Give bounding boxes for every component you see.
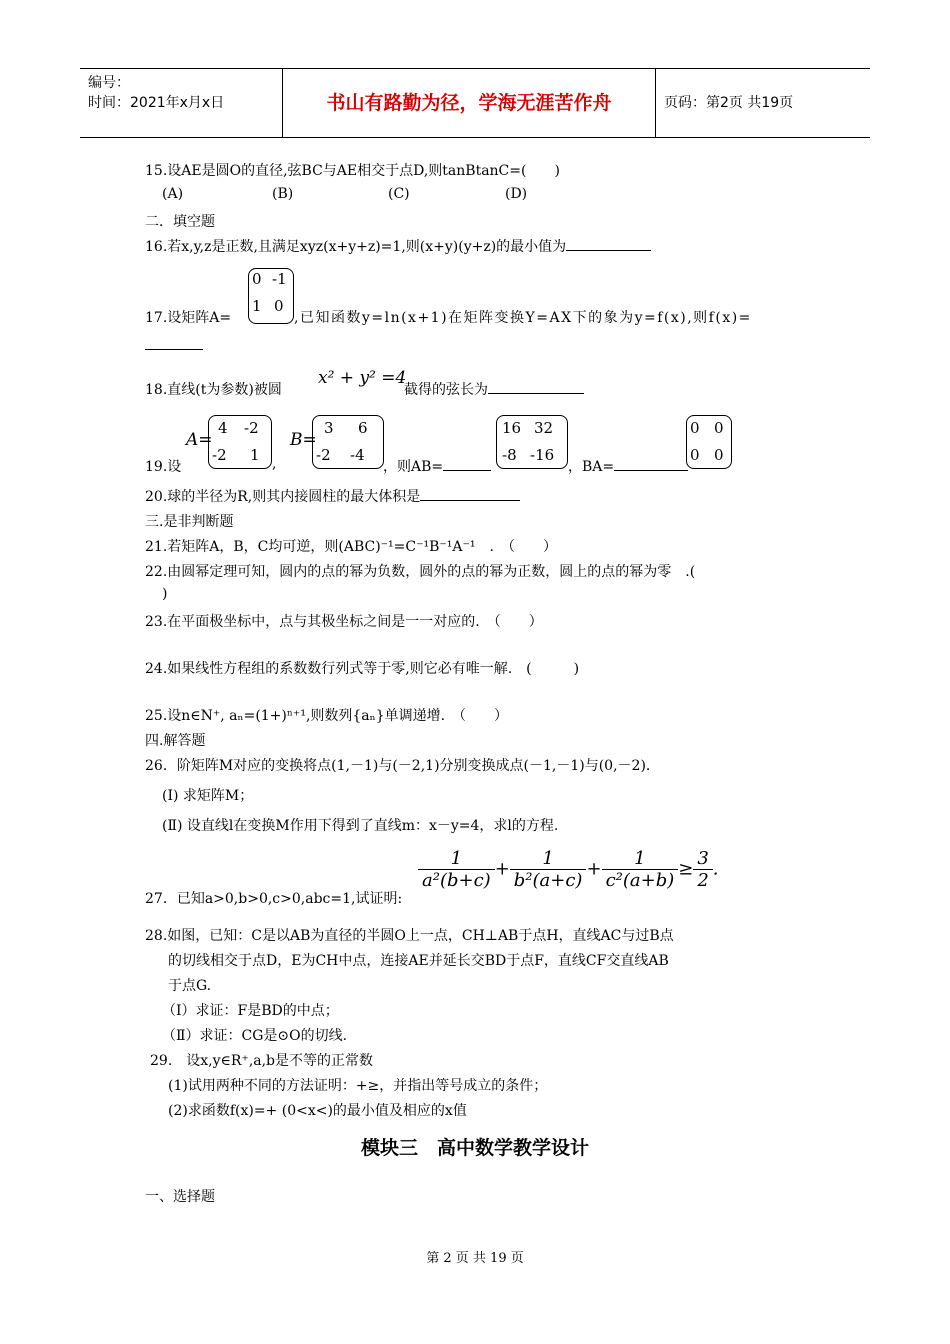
q19-ba-label: ，BA= <box>568 456 688 476</box>
q20: 20.球的半径为R,则其内接圆柱的最大体积是 <box>145 486 520 506</box>
q23: 23.在平面极坐标中，点与其极坐标之间是一一对应的. （ ） <box>145 614 543 630</box>
section-true-false: 三.是非判断题 <box>145 514 234 530</box>
q17-m22: 0 <box>274 297 284 315</box>
section-fill-in: 二．填空题 <box>145 214 215 230</box>
q15-option-c: (C) <box>388 186 410 202</box>
q17-label: 17.设矩阵A= <box>145 310 232 326</box>
doc-number-label: 编号： <box>88 75 130 91</box>
q19-ab-m11: 16 <box>502 419 522 437</box>
q29-part2: (2)求函数f(x)=+ (0<x<)的最小值及相应的x值 <box>168 1103 467 1119</box>
q19-a-m22: 1 <box>250 446 260 464</box>
page-footer: 第 2 页 共 19 页 <box>426 1251 524 1266</box>
header-meta <box>80 69 283 137</box>
q19-ab-m21: -8 <box>502 446 517 464</box>
q22-paren: ) <box>162 586 168 602</box>
q28-part1: （Ⅰ）求证：F是BD的中点； <box>162 1003 339 1019</box>
q19-comma: , <box>272 456 277 472</box>
q21: 21.若矩阵A，B，C均可逆，则(ABC)⁻¹=C⁻¹B⁻¹A⁻¹ . （ ） <box>145 539 557 555</box>
q22: 22.由圆幂定理可知，圆内的点的幂为负数，圆外的点的幂为正数，圆上的点的幂为零 .( <box>145 564 696 580</box>
section-choice: 一、选择题 <box>145 1189 215 1205</box>
q29: 29. 设x,y∈R⁺,a,b是不等的正常数 <box>150 1053 374 1069</box>
q17-m11: 0 <box>252 270 262 288</box>
q19-ba-m11: 0 <box>690 419 700 437</box>
q19-ab-m22: -16 <box>530 446 555 464</box>
q27-inequality: $\frac{1}{\text{a²(b+c)}}$ + $\frac{1}{\text{b²(a+c)}}$ + $\frac{1}{\text{c²(a+b)}}$ ≥ $\frac{3}{2}$ . <box>418 848 719 891</box>
q17-m21: 1 <box>252 297 262 315</box>
section-answers: 四.解答题 <box>145 733 206 749</box>
q28-line3: 于点G. <box>168 978 212 994</box>
q19-a-m12: -2 <box>244 419 259 437</box>
q18-text-a: 18.直线(t为参数)被圆 <box>145 382 282 398</box>
q28-line1: 28.如图，已知：C是以AB为直径的半圆O上一点，CH⊥AB于点H，直线AC与过B点 <box>145 928 674 944</box>
q18-text-b: 截得的弦长为 <box>404 379 584 399</box>
q17-text: ,已知函数y=ln(x+1)在矩阵变换Y=AX下的象为y=f(x),则f(x)= <box>294 310 752 326</box>
q19-b-m12: 6 <box>358 419 368 437</box>
q15-option-d: (D) <box>505 186 528 202</box>
q19-a-m21: -2 <box>212 446 227 464</box>
q19-a-m11: 4 <box>218 419 228 437</box>
q19-a-label: A= <box>186 430 213 450</box>
q28-part2: （Ⅱ）求证：CG是⊙O的切线. <box>162 1028 348 1044</box>
header-page-label: 页码：第2页 共19页 <box>664 95 794 111</box>
doc-date-label: 时间：2021年x月x日 <box>88 95 225 111</box>
q24: 24.如果线性方程组的系数数行列式等于零,则它必有唯一解. ( ) <box>145 661 580 677</box>
q15-option-a: (A) <box>162 186 184 202</box>
page-header <box>80 68 870 138</box>
q15-option-b: (B) <box>272 186 294 202</box>
q17-blank <box>145 337 203 354</box>
q19-b-m21: -2 <box>316 446 331 464</box>
q29-part1: (1)试用两种不同的方法证明：+≥，并指出等号成立的条件； <box>168 1078 548 1094</box>
header-motto: 书山有路勤为径，学海无涯苦作舟 <box>283 69 656 137</box>
q19-ba-m22: 0 <box>714 446 724 464</box>
q28-line2: 的切线相交于点D，E为CH中点，连接AE并延长交BD于点F，直线CF交直线AB <box>168 953 669 969</box>
q17-m12: -1 <box>272 270 287 288</box>
q15: 15.设AE是圆O的直径,弦BC与AE相交于点D,则tanBtanC=( ) <box>145 163 560 179</box>
q19-b-m11: 3 <box>324 419 334 437</box>
q25: 25.设n∈N⁺, aₙ=(1+)ⁿ⁺¹,则数列{aₙ}单调递增. （ ） <box>145 708 509 724</box>
q26-part2: (Ⅱ) 设直线l在变换M作用下得到了直线m：x－y=4，求l的方程. <box>162 818 559 834</box>
q27-text: 27．已知a>0,b>0,c>0,abc=1,试证明: <box>145 891 403 907</box>
q18-equation: x² + y² =4 <box>318 368 407 388</box>
q19-ba-m21: 0 <box>690 446 700 464</box>
section-title: 模块三 高中数学教学设计 <box>360 1137 589 1159</box>
q19-ba-m12: 0 <box>714 419 724 437</box>
q19-ab-label: ，则AB= <box>383 456 491 476</box>
q19-label: 19.设 <box>145 459 182 475</box>
q19-b-label: B= <box>290 430 317 450</box>
q19-ab-m12: 32 <box>534 419 554 437</box>
q19-b-m22: -4 <box>350 446 365 464</box>
q26: 26．阶矩阵M对应的变换将点(1,－1)与(－2,1)分别变换成点(－1,－1)与(0,－2). <box>145 758 651 774</box>
q16: 16.若x,y,z是正数,且满足xyz(x+y+z)=1,则(x+y)(y+z)的最小值为 <box>145 236 651 256</box>
q26-part1: (Ⅰ) 求矩阵M； <box>162 788 254 804</box>
